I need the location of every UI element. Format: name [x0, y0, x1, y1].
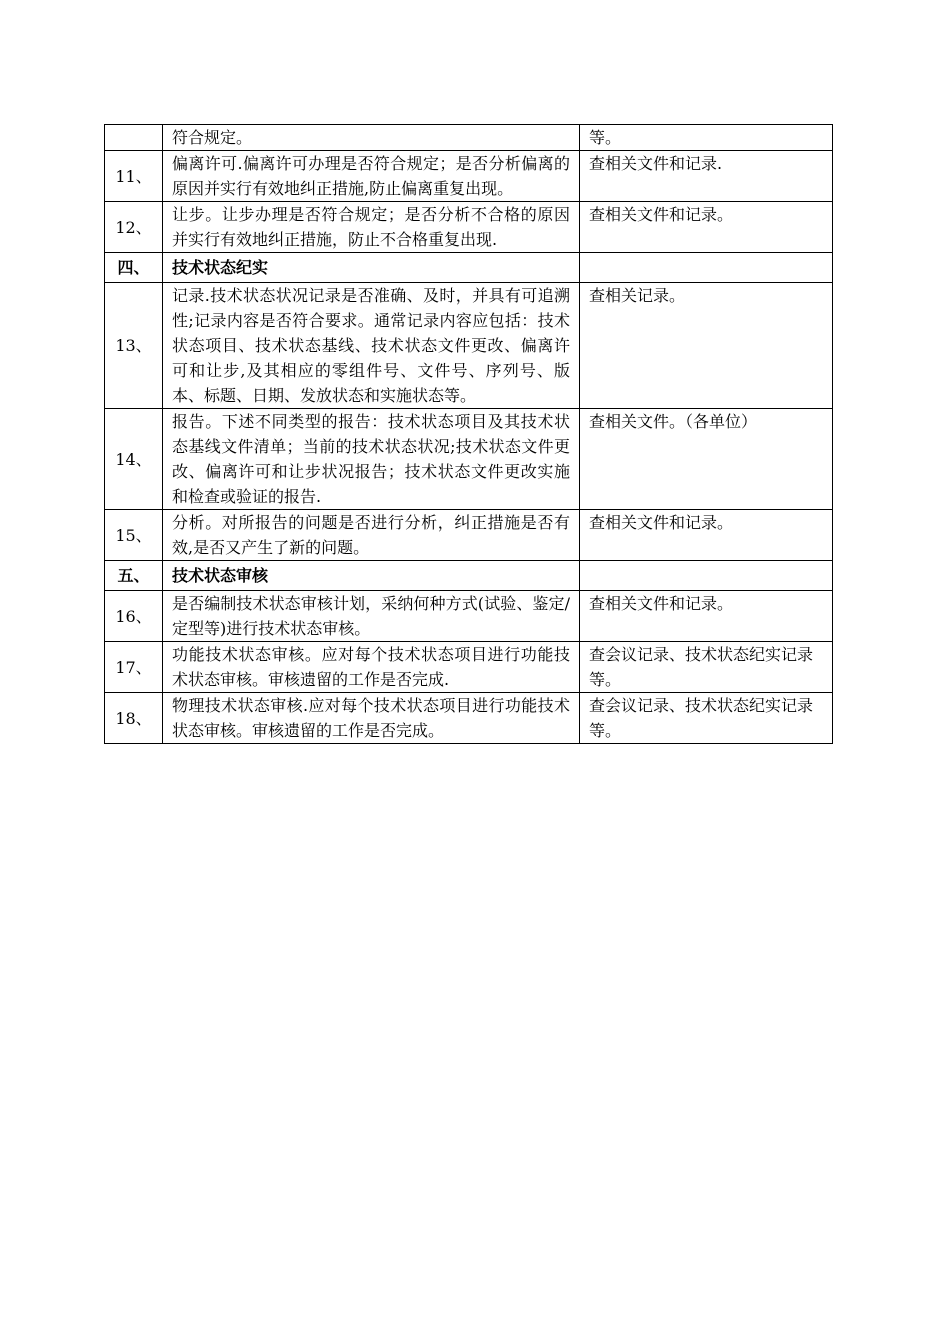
row-number: 12、 — [105, 202, 163, 253]
check-method: 查会议记录、技术状态纪实记录等。 — [580, 642, 833, 693]
table-row — [105, 125, 833, 151]
section-header-row — [105, 253, 833, 283]
section-title: 技术状态纪实 — [163, 253, 580, 283]
row-number: 13、 — [105, 283, 163, 409]
check-method: 查相关记录。 — [580, 283, 833, 409]
check-content: 是否编制技术状态审核计划，采纳何种方式(试验、鉴定/定型等)进行技术状态审核。 — [163, 591, 580, 642]
table-row — [105, 642, 833, 693]
row-number: 15、 — [105, 510, 163, 561]
section-title: 技术状态审核 — [163, 561, 580, 591]
check-content: 偏离许可.偏离许可办理是否符合规定；是否分析偏离的原因并实行有效地纠正措施,防止偏离重复出现。 — [163, 151, 580, 202]
table-row — [105, 202, 833, 253]
check-method: 查相关文件和记录。 — [580, 591, 833, 642]
section-header-row — [105, 561, 833, 591]
row-number: 17、 — [105, 642, 163, 693]
check-method — [580, 253, 833, 283]
check-content: 功能技术状态审核。应对每个技术状态项目进行功能技术状态审核。审核遗留的工作是否完成. — [163, 642, 580, 693]
table-row — [105, 693, 833, 744]
check-content: 符合规定。 — [163, 125, 580, 151]
row-number: 14、 — [105, 409, 163, 510]
check-content: 报告。下述不同类型的报告：技术状态项目及其技术状态基线文件清单；当前的技术状态状况;技术状态文件更改、偏离许可和让步状况报告；技术状态文件更改实施和检查或验证的报告. — [163, 409, 580, 510]
row-number: 16、 — [105, 591, 163, 642]
check-method: 等。 — [580, 125, 833, 151]
table-row — [105, 510, 833, 561]
table-row — [105, 151, 833, 202]
check-content: 物理技术状态审核.应对每个技术状态项目进行功能技术状态审核。审核遗留的工作是否完成。 — [163, 693, 580, 744]
section-number: 四、 — [105, 253, 163, 283]
check-method — [580, 561, 833, 591]
check-method: 查会议记录、技术状态纪实记录等。 — [580, 693, 833, 744]
checklist-table — [104, 124, 833, 744]
row-number: 18、 — [105, 693, 163, 744]
table-row — [105, 591, 833, 642]
check-content: 记录.技术状态状况记录是否准确、及时，并具有可追溯性;记录内容是否符合要求。通常记录内容应包括：技术状态项目、技术状态基线、技术状态文件更改、偏离许可和让步,及其相应的零组件号、文件号、序列号、版本、标题、日期、发放状态和实施状态等。 — [163, 283, 580, 409]
table-row — [105, 283, 833, 409]
row-number: 11、 — [105, 151, 163, 202]
table-row — [105, 409, 833, 510]
section-number: 五、 — [105, 561, 163, 591]
check-content: 让步。让步办理是否符合规定；是否分析不合格的原因并实行有效地纠正措施，防止不合格重复出现. — [163, 202, 580, 253]
check-content: 分析。对所报告的问题是否进行分析，纠正措施是否有效,是否又产生了新的问题。 — [163, 510, 580, 561]
check-method: 查相关文件和记录. — [580, 151, 833, 202]
row-number — [105, 125, 163, 151]
check-method: 查相关文件和记录。 — [580, 510, 833, 561]
check-method: 查相关文件。（各单位） — [580, 409, 833, 510]
check-method: 查相关文件和记录。 — [580, 202, 833, 253]
